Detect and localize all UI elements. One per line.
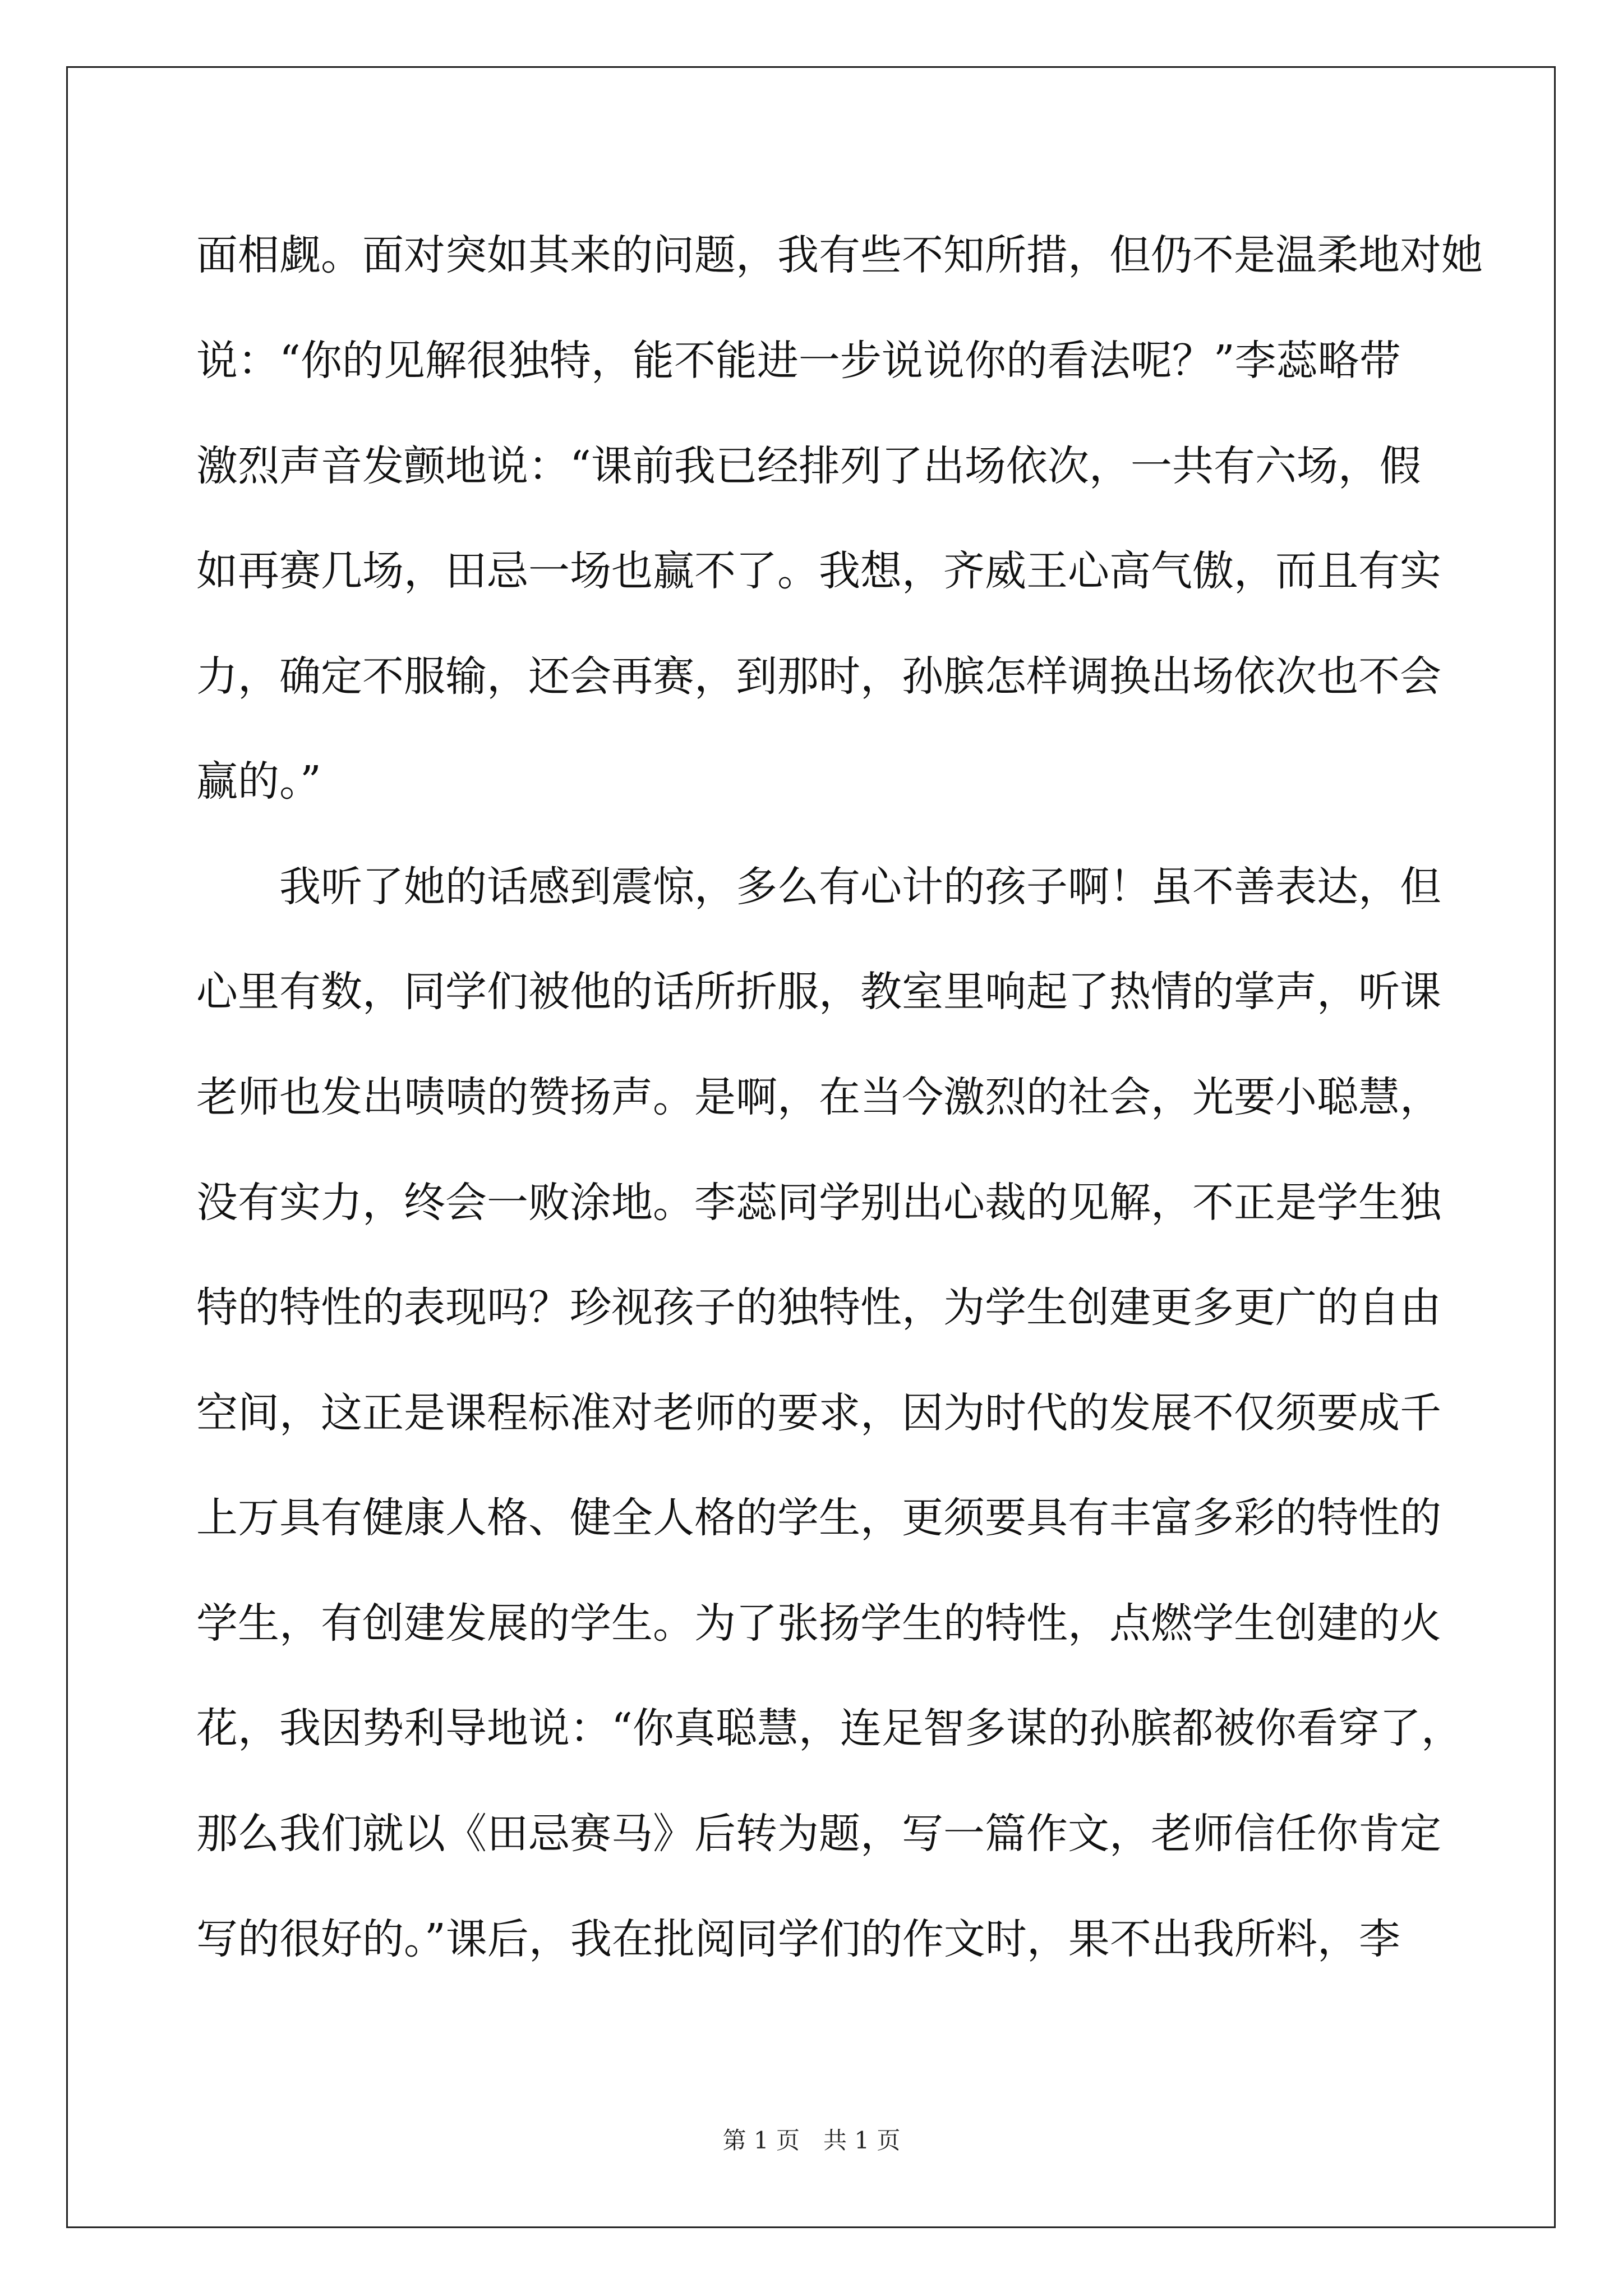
- text-line-10: 没有实力，终会一败涂地。李蕊同学别出心裁的见解，不正是学生独: [196, 1179, 1441, 1227]
- text-line-15: 花，我因势利导地说：“你真聪慧，连足智多谋的孙膑都被你看穿了，: [196, 1704, 1463, 1752]
- page-footer: 第 1 页 共 1 页: [722, 2127, 901, 2154]
- text-line-14: 学生，有创建发展的学生。为了张扬学生的特性，点燃学生创建的火: [196, 1599, 1441, 1648]
- text-line-7: 我听了她的话感到震惊，多么有心计的孩子啊！虽不善表达，但: [279, 863, 1441, 911]
- text-line-3: 激烈声音发颤地说：“课前我已经排列了出场依次，一共有六场，假: [196, 442, 1421, 490]
- text-line-12: 空间，这正是课程标准对老师的要求，因为时代的发展不仅须要成千: [196, 1389, 1441, 1437]
- text-line-17: 写的很好的。”课后，我在批阅同学们的作文时，果不出我所料，李: [196, 1915, 1400, 1963]
- text-line-8: 心里有数，同学们被他的话所折服，教室里响起了热情的掌声，听课: [196, 968, 1441, 1016]
- text-line-1: 面相觑。面对突如其来的问题，我有些不知所措，但仍不是温柔地对她: [196, 231, 1483, 279]
- text-line-13: 上万具有健康人格、健全人格的学生，更须要具有丰富多彩的特性的: [196, 1494, 1441, 1542]
- text-line-4: 如再赛几场，田忌一场也赢不了。我想，齐威王心高气傲，而且有实: [196, 547, 1441, 595]
- text-line-5: 力，确定不服输，还会再赛，到那时，孙膑怎样调换出场依次也不会: [196, 652, 1441, 701]
- text-line-16: 那么我们就以《田忌赛马》后转为题，写一篇作文，老师信任你肯定: [196, 1810, 1441, 1858]
- text-line-9: 老师也发出啧啧的赞扬声。是啊，在当今激烈的社会，光要小聪慧，: [196, 1073, 1441, 1121]
- text-line-6: 赢的。”: [196, 757, 321, 806]
- text-line-2: 说：“你的见解很独特，能不能进一步说说你的看法呢？”李蕊略带: [196, 337, 1401, 385]
- text-line-11: 特的特性的表现吗？珍视孩子的独特性，为学生创建更多更广的自由: [196, 1283, 1441, 1332]
